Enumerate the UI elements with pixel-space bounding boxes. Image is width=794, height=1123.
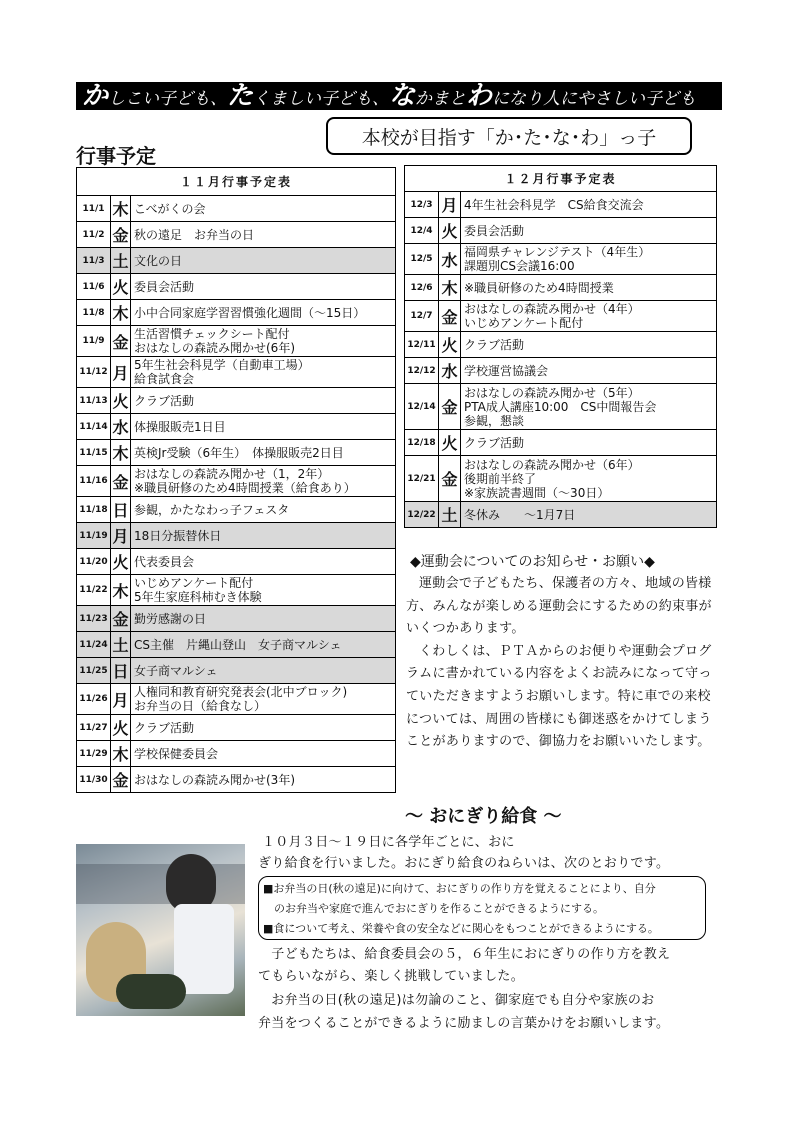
event-description: [131, 414, 396, 440]
event-weekday: 火: [439, 218, 461, 244]
event-line: 課題別CS会議16:00: [464, 259, 575, 273]
event-date: 12/5: [405, 244, 439, 275]
event-line: 5年生家庭科柿むき体験: [134, 590, 262, 604]
event-weekday: 土: [111, 632, 131, 658]
event-line: 英検Jr受験（6年生） 体操服販売2日目: [134, 445, 344, 460]
schedule-row: [405, 301, 717, 332]
aim-line: ■食について考え、栄養や食の安全などに関心をもつことができるようにする。: [263, 922, 659, 935]
event-description: [131, 222, 396, 248]
event-date: 11/6: [77, 274, 111, 300]
event-line: 学校保健委員会: [134, 746, 219, 761]
event-description: [461, 430, 717, 456]
event-description: [461, 192, 717, 218]
section-title: 行事予定: [76, 144, 156, 168]
event-description: [131, 741, 396, 767]
schedule-row: [405, 218, 717, 244]
banner-ta: た: [227, 82, 254, 110]
event-weekday: 火: [111, 549, 131, 575]
event-date: 11/18: [77, 497, 111, 523]
notice-paragraph: 運動会で子どもたち、保護者の方々、地域の皆様方、みんなが楽しめる運動会にするための約束事がいくつかあります。: [406, 576, 712, 637]
event-description: [131, 300, 396, 326]
event-description: [131, 632, 396, 658]
sports-day-notice-title: ◆運動会についてのお知らせ・お願い◆: [410, 554, 655, 570]
event-weekday: 木: [111, 741, 131, 767]
schedule-row: [77, 414, 396, 440]
event-line: CS主催 片縄山登山 女子商マルシェ: [134, 637, 342, 652]
event-description: [131, 196, 396, 222]
banner-na-rest: かまと: [415, 89, 467, 109]
schedule-row: [77, 523, 396, 549]
event-line: 給食試食会: [134, 372, 195, 386]
schedule-row: [77, 222, 396, 248]
schedule-row: [405, 502, 717, 528]
event-date: 12/3: [405, 192, 439, 218]
event-line: PTA成人講座10:00 CS中間報告会: [464, 399, 657, 414]
event-date: 12/4: [405, 218, 439, 244]
event-line: 女子商マルシェ: [134, 663, 218, 678]
event-description: [461, 218, 717, 244]
event-date: 11/1: [77, 196, 111, 222]
event-weekday: 金: [439, 301, 461, 332]
event-date: 11/30: [77, 767, 111, 793]
event-weekday: 火: [439, 430, 461, 456]
schedule-row: [77, 357, 396, 388]
event-description: [131, 575, 396, 606]
event-line: クラブ活動: [134, 720, 195, 735]
event-description: [461, 332, 717, 358]
event-line: 秋の遠足 お弁当の日: [134, 227, 255, 242]
event-description: [131, 466, 396, 497]
event-date: 11/20: [77, 549, 111, 575]
event-line: 冬休み ～1月7日: [464, 507, 576, 522]
banner-ka: か: [82, 82, 109, 110]
event-date: 12/21: [405, 456, 439, 502]
event-date: 12/6: [405, 275, 439, 301]
event-line: おはなしの森読み聞かせ（5年）: [464, 385, 640, 400]
event-date: 11/19: [77, 523, 111, 549]
event-date: 11/27: [77, 715, 111, 741]
event-line: いじめアンケート配付: [134, 576, 254, 590]
event-description: [461, 502, 717, 528]
event-date: 11/24: [77, 632, 111, 658]
event-weekday: 木: [111, 300, 131, 326]
event-line: クラブ活動: [134, 393, 195, 408]
event-line: おはなしの森読み聞かせ(3年): [134, 772, 295, 787]
event-line: いじめアンケート配付: [464, 316, 584, 330]
event-date: 12/7: [405, 301, 439, 332]
onigiri-lunch-photo: [76, 844, 245, 1016]
schedule-row: [77, 767, 396, 793]
event-weekday: 金: [439, 456, 461, 502]
event-description: [131, 274, 396, 300]
event-weekday: 水: [439, 358, 461, 384]
onigiri-body-line: 子どもたちは、給食委員会の５，６年生におにぎりの作り方を教え: [258, 947, 671, 962]
schedule-row: [405, 430, 717, 456]
event-line: 18日分振替休日: [134, 528, 222, 543]
event-date: 11/12: [77, 357, 111, 388]
event-weekday: 日: [111, 658, 131, 684]
onigiri-intro-line: １０月３日～１９日に各学年ごとに、おに: [262, 835, 515, 850]
schedule-row: [77, 326, 396, 357]
event-date: 12/22: [405, 502, 439, 528]
banner-ta-rest: くましい子ども、: [253, 89, 390, 109]
event-description: [131, 497, 396, 523]
event-weekday: 火: [111, 274, 131, 300]
schedule-row: [405, 244, 717, 275]
event-line: おはなしの森読み聞かせ（1，2年）: [134, 467, 330, 481]
event-date: 11/13: [77, 388, 111, 414]
event-description: [131, 440, 396, 466]
event-line: おはなしの森読み聞かせ（6年）: [464, 457, 640, 472]
event-line: おはなしの森読み聞かせ（4年）: [464, 302, 640, 316]
event-line: 福岡県チャレンジテスト（4年生）: [464, 245, 651, 259]
schedule-row: [77, 684, 396, 715]
event-date: 11/8: [77, 300, 111, 326]
schedule-row: [405, 384, 717, 430]
event-description: [131, 549, 396, 575]
event-date: 12/11: [405, 332, 439, 358]
schedule-row: [405, 358, 717, 384]
schedule-row: [77, 440, 396, 466]
event-weekday: 金: [111, 222, 131, 248]
event-date: 11/16: [77, 466, 111, 497]
aim-line: のお弁当や家庭で進んでおにぎりを作ることができるようにする。: [263, 902, 604, 915]
event-description: [131, 357, 396, 388]
event-weekday: 金: [439, 384, 461, 430]
event-line: 委員会活動: [134, 279, 195, 294]
event-weekday: 月: [111, 357, 131, 388]
event-weekday: 月: [111, 523, 131, 549]
event-description: [131, 767, 396, 793]
schedule-row: [77, 196, 396, 222]
event-weekday: 土: [439, 502, 461, 528]
november-schedule-table: [76, 167, 396, 793]
event-description: [461, 358, 717, 384]
event-line: お弁当の日（給食なし）: [134, 699, 267, 713]
schedule-row: [77, 606, 396, 632]
event-date: 11/15: [77, 440, 111, 466]
event-weekday: 金: [111, 606, 131, 632]
event-weekday: 木: [439, 275, 461, 301]
event-line: おはなしの森読み聞かせ(6年): [134, 341, 295, 355]
schedule-row: [77, 466, 396, 497]
event-description: [461, 301, 717, 332]
event-line: ※職員研修のため4時間授業（給食あり）: [134, 481, 356, 495]
event-line: クラブ活動: [464, 337, 525, 352]
banner-wa: わ: [466, 82, 493, 110]
event-line: 後期前半終了: [464, 471, 537, 486]
event-weekday: 木: [111, 575, 131, 606]
event-date: 11/29: [77, 741, 111, 767]
event-description: [131, 326, 396, 357]
event-line: 5年生社会科見学（自動車工場）: [134, 358, 310, 372]
event-description: [461, 275, 717, 301]
event-date: 11/26: [77, 684, 111, 715]
event-line: こべがくの会: [134, 201, 206, 216]
december-table-header: １２月行事予定表: [405, 166, 717, 192]
event-date: 12/14: [405, 384, 439, 430]
schedule-row: [77, 741, 396, 767]
event-date: 12/12: [405, 358, 439, 384]
schedule-row: [405, 456, 717, 502]
event-weekday: 木: [111, 196, 131, 222]
onigiri-aims-box: [258, 876, 706, 940]
event-date: 11/2: [77, 222, 111, 248]
schedule-row: [77, 274, 396, 300]
event-weekday: 水: [439, 244, 461, 275]
event-line: ※職員研修のため4時間授業: [464, 280, 614, 295]
event-description: [461, 456, 717, 502]
event-date: 11/22: [77, 575, 111, 606]
event-date: 11/14: [77, 414, 111, 440]
event-line: ※家族読書週間（～30日）: [464, 485, 610, 500]
event-weekday: 火: [439, 332, 461, 358]
school-motto-banner: [76, 82, 722, 110]
onigiri-body-line: お弁当の日(秋の遠足)は勿論のこと、御家庭でも自分や家族のお: [258, 993, 655, 1008]
event-weekday: 金: [111, 767, 131, 793]
event-line: 参観，かたなわっ子フェスタ: [134, 502, 290, 517]
event-description: [131, 606, 396, 632]
november-table-header: １１月行事予定表: [77, 168, 396, 196]
event-description: [461, 384, 717, 430]
event-weekday: 水: [111, 414, 131, 440]
event-weekday: 月: [439, 192, 461, 218]
banner-ka-rest: しこい子ども、: [108, 89, 228, 109]
event-description: [131, 684, 396, 715]
event-line: 生活習慣チェックシート配付: [134, 327, 290, 341]
event-description: [131, 523, 396, 549]
event-line: 委員会活動: [464, 223, 525, 238]
event-weekday: 火: [111, 388, 131, 414]
event-line: 参観，懇談: [464, 413, 525, 428]
event-line: 小中合同家庭学習習慣強化週間（～15日）: [134, 305, 366, 320]
onigiri-body-line: てもらいながら、楽しく挑戦していました。: [258, 969, 525, 984]
event-weekday: 土: [111, 248, 131, 274]
event-date: 11/3: [77, 248, 111, 274]
event-line: クラブ活動: [464, 435, 525, 450]
onigiri-intro-line: ぎり給食を行いました。おにぎり給食のねらいは、次のとおりです。: [258, 856, 670, 871]
event-weekday: 金: [111, 466, 131, 497]
event-date: 12/18: [405, 430, 439, 456]
schedule-row: [77, 300, 396, 326]
event-date: 11/9: [77, 326, 111, 357]
event-description: [131, 388, 396, 414]
event-weekday: 日: [111, 497, 131, 523]
banner-na: な: [389, 82, 416, 110]
event-description: [131, 715, 396, 741]
event-description: [131, 658, 396, 684]
aim-line: ■お弁当の日(秋の遠足)に向けて、おにぎりの作り方を覚えることにより、自分: [263, 882, 656, 895]
event-line: 文化の日: [134, 253, 183, 268]
schedule-row: [405, 275, 717, 301]
event-date: 11/25: [77, 658, 111, 684]
event-description: [131, 248, 396, 274]
event-date: 11/23: [77, 606, 111, 632]
onigiri-section-title: ～ おにぎり給食 ～: [405, 806, 562, 827]
schedule-row: [77, 658, 396, 684]
event-weekday: 木: [111, 440, 131, 466]
event-line: 人権同和教育研究発表会(北中ブロック): [134, 685, 348, 699]
event-line: 代表委員会: [134, 554, 195, 569]
event-line: 体操服販売1日目: [134, 419, 226, 434]
event-weekday: 月: [111, 684, 131, 715]
schedule-row: [77, 715, 396, 741]
schedule-row: [77, 632, 396, 658]
onigiri-body-line: 弁当をつくることができるように励ましの言葉かけをお願いします。: [258, 1016, 670, 1031]
schedule-row: [405, 332, 717, 358]
event-weekday: 火: [111, 715, 131, 741]
schedule-row: [77, 248, 396, 274]
motto-box: 本校が目指す「か･た･な･わ」っ子: [326, 117, 692, 155]
event-weekday: 金: [111, 326, 131, 357]
event-line: 4年生社会科見学 CS給食交流会: [464, 197, 644, 212]
december-schedule-table: [404, 165, 717, 528]
schedule-row: [405, 192, 717, 218]
event-line: 学校運営協議会: [464, 363, 549, 378]
schedule-row: [77, 497, 396, 523]
banner-wa-rest: になり人にやさしい子ども: [492, 89, 697, 109]
notice-paragraph: くわしくは、ＰＴＡからのお便りや運動会プログラムに書かれている内容をよくお読みになって守っていただきますようお願いします。特に車での来校については、周囲の皆様にも御迷惑をかけてしまうことがありますので、御協力をお願いいたします。: [406, 643, 712, 750]
schedule-row: [77, 549, 396, 575]
event-line: 勤労感謝の日: [134, 611, 207, 626]
event-description: [461, 244, 717, 275]
schedule-row: [77, 388, 396, 414]
schedule-row: [77, 575, 396, 606]
sports-day-notice-body: [406, 573, 718, 754]
